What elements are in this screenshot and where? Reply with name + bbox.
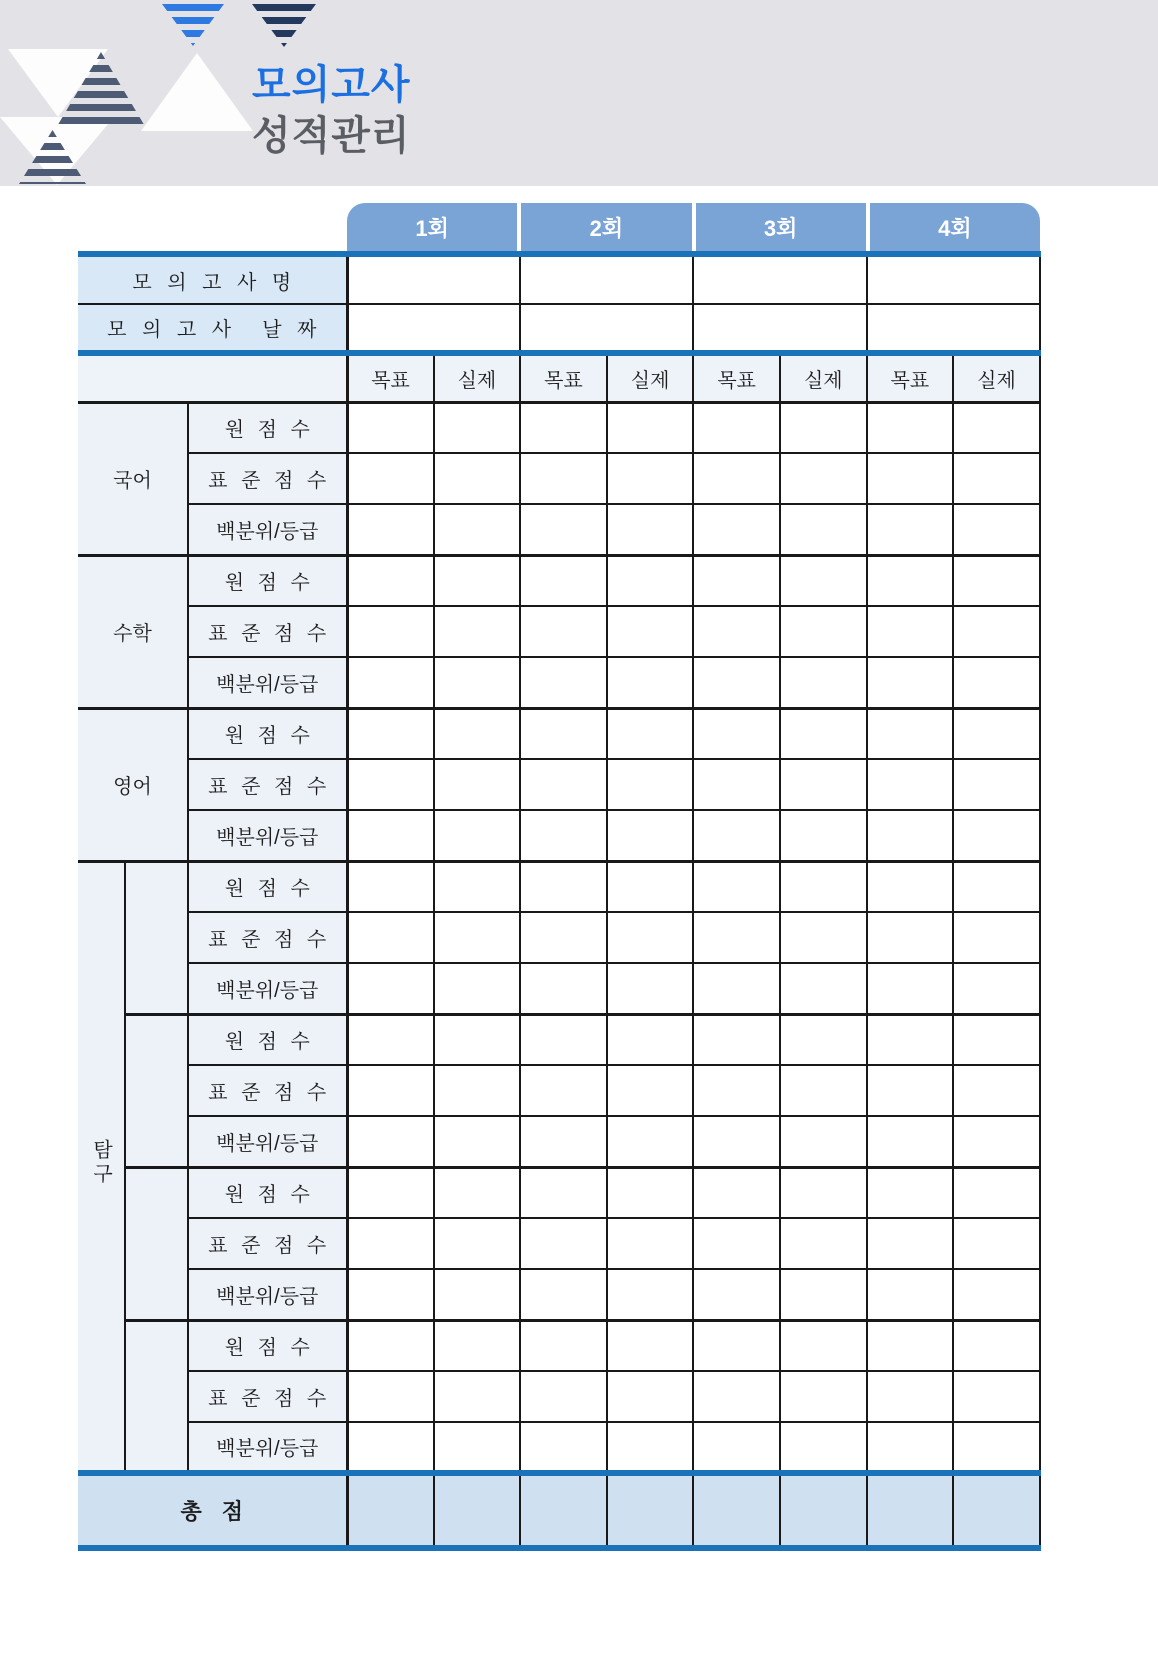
score-cell <box>693 912 780 963</box>
score-cell <box>607 453 694 504</box>
score-cell <box>780 963 867 1014</box>
score-cell <box>953 1269 1040 1320</box>
score-cell <box>867 912 954 963</box>
score-cell <box>693 963 780 1014</box>
score-cell <box>867 861 954 912</box>
score-cell <box>434 1014 521 1065</box>
page-title-line1: 모의고사 <box>252 63 411 107</box>
score-cell <box>520 504 607 555</box>
score-cell <box>693 810 780 861</box>
score-cell <box>607 555 694 606</box>
exam-name-label: 모 의 고 사 명 <box>78 254 347 304</box>
actual-header: 실제 <box>780 353 867 402</box>
score-cell <box>780 1218 867 1269</box>
score-cell <box>867 1218 954 1269</box>
score-cell <box>693 1371 780 1422</box>
exam-date-cell <box>693 304 866 353</box>
score-cell <box>780 861 867 912</box>
score-cell <box>520 1218 607 1269</box>
score-cell <box>693 1014 780 1065</box>
subject-label-math: 수학 <box>78 555 188 708</box>
round-tabs <box>347 203 1040 251</box>
inquiry-vertical-label: 탐구 <box>89 1139 112 1188</box>
score-cell <box>520 555 607 606</box>
score-cell <box>347 963 434 1014</box>
score-cell <box>520 912 607 963</box>
score-cell <box>953 1116 1040 1167</box>
score-cell <box>867 657 954 708</box>
score-table <box>78 251 1041 1551</box>
score-cell <box>867 759 954 810</box>
table-row <box>78 963 1040 1014</box>
page-title <box>252 60 411 162</box>
score-cell <box>953 861 1040 912</box>
score-cell <box>434 963 521 1014</box>
subheader-stub-cell <box>78 353 347 402</box>
score-cell <box>693 1422 780 1473</box>
score-cell <box>953 708 1040 759</box>
goal-header: 목표 <box>867 353 954 402</box>
score-cell <box>520 759 607 810</box>
score-cell <box>780 1269 867 1320</box>
score-cell <box>693 504 780 555</box>
score-cell <box>867 402 954 453</box>
score-cell <box>520 606 607 657</box>
score-cell <box>607 963 694 1014</box>
exam-name-cell <box>693 254 866 304</box>
score-cell <box>953 1167 1040 1218</box>
score-cell <box>867 1014 954 1065</box>
total-cell <box>867 1473 954 1548</box>
total-label: 총 점 <box>78 1473 347 1548</box>
score-cell <box>347 1065 434 1116</box>
score-cell <box>953 657 1040 708</box>
exam-date-row <box>78 304 1040 353</box>
score-cell <box>780 1320 867 1371</box>
score-cell <box>607 1167 694 1218</box>
score-cell <box>867 453 954 504</box>
metric-label-percentile-grade: 백분위/등급 <box>188 1116 347 1167</box>
score-cell <box>867 963 954 1014</box>
score-cell <box>520 963 607 1014</box>
table-row <box>78 1371 1040 1422</box>
score-cell <box>520 657 607 708</box>
score-cell <box>780 1371 867 1422</box>
score-cell <box>347 453 434 504</box>
score-cell <box>607 912 694 963</box>
score-cell <box>434 1269 521 1320</box>
score-cell <box>434 1116 521 1167</box>
metric-label-percentile-grade: 백분위/등급 <box>188 1269 347 1320</box>
score-cell <box>867 1422 954 1473</box>
inquiry-elective-name-cell <box>125 861 188 1014</box>
score-cell <box>693 861 780 912</box>
score-cell <box>607 1371 694 1422</box>
page-header-banner <box>0 0 1158 186</box>
score-cell <box>780 1167 867 1218</box>
score-cell <box>693 708 780 759</box>
score-cell <box>347 1167 434 1218</box>
score-cell <box>693 1320 780 1371</box>
score-cell <box>867 1167 954 1218</box>
score-cell <box>867 810 954 861</box>
score-cell <box>693 402 780 453</box>
score-cell <box>434 453 521 504</box>
score-cell <box>780 708 867 759</box>
striped-triangle-navy-icon <box>252 4 316 47</box>
score-cell <box>867 1116 954 1167</box>
score-cell <box>780 555 867 606</box>
actual-header: 실제 <box>953 353 1040 402</box>
score-cell <box>520 1371 607 1422</box>
score-cell <box>693 1269 780 1320</box>
goal-header: 목표 <box>520 353 607 402</box>
score-cell <box>607 861 694 912</box>
exam-name-row <box>78 254 1040 304</box>
score-cell <box>434 555 521 606</box>
metric-label-raw-score: 원 점 수 <box>188 1167 347 1218</box>
actual-header: 실제 <box>434 353 521 402</box>
total-cell <box>693 1473 780 1548</box>
score-cell <box>520 453 607 504</box>
subject-label-inquiry <box>78 861 125 1473</box>
metric-label-standard-score: 표 준 점 수 <box>188 1218 347 1269</box>
table-row <box>78 759 1040 810</box>
score-cell <box>693 453 780 504</box>
table-row <box>78 555 1040 606</box>
score-cell <box>953 963 1040 1014</box>
exam-date-cell <box>347 304 520 353</box>
score-cell <box>780 657 867 708</box>
exam-name-cell <box>347 254 520 304</box>
score-cell <box>347 759 434 810</box>
total-cell <box>434 1473 521 1548</box>
score-cell <box>953 555 1040 606</box>
score-cell <box>607 504 694 555</box>
score-cell <box>520 402 607 453</box>
score-cell <box>867 1371 954 1422</box>
score-cell <box>953 606 1040 657</box>
score-cell <box>434 1218 521 1269</box>
table-row <box>78 861 1040 912</box>
total-cell <box>347 1473 434 1548</box>
total-row <box>78 1473 1040 1548</box>
score-cell <box>347 708 434 759</box>
table-row <box>78 708 1040 759</box>
score-cell <box>434 1065 521 1116</box>
score-cell <box>693 759 780 810</box>
score-cell <box>434 1422 521 1473</box>
score-cell <box>347 1320 434 1371</box>
inquiry-elective-name-cell <box>125 1320 188 1473</box>
white-triangle-icon <box>141 53 253 131</box>
score-cell <box>347 1218 434 1269</box>
score-cell <box>434 708 521 759</box>
subject-label-korean: 국어 <box>78 402 188 555</box>
metric-label-percentile-grade: 백분위/등급 <box>188 657 347 708</box>
score-cell <box>434 606 521 657</box>
round-tab-2: 2회 <box>521 203 691 251</box>
score-cell <box>434 1320 521 1371</box>
score-cell <box>520 1422 607 1473</box>
actual-header: 실제 <box>607 353 694 402</box>
score-cell <box>953 504 1040 555</box>
score-cell <box>607 657 694 708</box>
score-cell <box>520 1320 607 1371</box>
score-cell <box>780 606 867 657</box>
score-cell <box>520 1167 607 1218</box>
exam-name-cell <box>520 254 693 304</box>
metric-label-standard-score: 표 준 점 수 <box>188 1371 347 1422</box>
score-cell <box>953 1014 1040 1065</box>
score-cell <box>607 1065 694 1116</box>
score-cell <box>867 1065 954 1116</box>
table-row <box>78 1269 1040 1320</box>
metric-label-standard-score: 표 준 점 수 <box>188 912 347 963</box>
score-cell <box>434 504 521 555</box>
table-row <box>78 1218 1040 1269</box>
table-row <box>78 1422 1040 1473</box>
score-cell <box>953 1065 1040 1116</box>
score-cell <box>607 1269 694 1320</box>
metric-label-raw-score: 원 점 수 <box>188 1014 347 1065</box>
metric-label-percentile-grade: 백분위/등급 <box>188 1422 347 1473</box>
score-cell <box>780 1065 867 1116</box>
table-row <box>78 912 1040 963</box>
score-cell <box>780 810 867 861</box>
metric-label-raw-score: 원 점 수 <box>188 402 347 453</box>
score-cell <box>693 1065 780 1116</box>
score-cell <box>434 912 521 963</box>
score-cell <box>347 402 434 453</box>
subheader-row <box>78 353 1040 402</box>
score-cell <box>780 402 867 453</box>
score-cell <box>607 402 694 453</box>
score-cell <box>434 861 521 912</box>
metric-label-raw-score: 원 점 수 <box>188 861 347 912</box>
metric-label-percentile-grade: 백분위/등급 <box>188 504 347 555</box>
score-cell <box>607 1218 694 1269</box>
score-cell <box>520 810 607 861</box>
score-cell <box>867 708 954 759</box>
goal-header: 목표 <box>693 353 780 402</box>
score-cell <box>953 1320 1040 1371</box>
score-cell <box>693 657 780 708</box>
score-cell <box>607 1422 694 1473</box>
score-cell <box>867 504 954 555</box>
score-cell <box>520 1269 607 1320</box>
score-cell <box>607 759 694 810</box>
table-row <box>78 402 1040 453</box>
metric-label-raw-score: 원 점 수 <box>188 708 347 759</box>
score-cell <box>693 1167 780 1218</box>
round-tab-4: 4회 <box>870 203 1040 251</box>
score-cell <box>347 657 434 708</box>
score-cell <box>780 1014 867 1065</box>
exam-date-cell <box>867 304 1040 353</box>
score-cell <box>953 810 1040 861</box>
score-cell <box>520 1116 607 1167</box>
score-cell <box>693 1116 780 1167</box>
metric-label-standard-score: 표 준 점 수 <box>188 453 347 504</box>
table-row <box>78 657 1040 708</box>
score-cell <box>607 1116 694 1167</box>
score-cell <box>953 402 1040 453</box>
table-row <box>78 1116 1040 1167</box>
round-tab-1: 1회 <box>347 203 517 251</box>
score-cell <box>434 1371 521 1422</box>
table-row <box>78 1014 1040 1065</box>
inquiry-elective-name-cell <box>125 1167 188 1320</box>
score-cell <box>347 912 434 963</box>
score-cell <box>347 1371 434 1422</box>
table-row <box>78 1065 1040 1116</box>
exam-name-cell <box>867 254 1040 304</box>
score-cell <box>434 810 521 861</box>
metric-label-standard-score: 표 준 점 수 <box>188 606 347 657</box>
score-cell <box>780 453 867 504</box>
metric-label-raw-score: 원 점 수 <box>188 555 347 606</box>
page-title-line2: 성적관리 <box>252 114 411 158</box>
score-cell <box>953 1422 1040 1473</box>
goal-header: 목표 <box>347 353 434 402</box>
total-cell <box>780 1473 867 1548</box>
round-tab-3: 3회 <box>696 203 866 251</box>
score-cell <box>780 504 867 555</box>
table-row <box>78 606 1040 657</box>
score-cell <box>953 1218 1040 1269</box>
table-row <box>78 1320 1040 1371</box>
score-cell <box>953 453 1040 504</box>
metric-label-raw-score: 원 점 수 <box>188 1320 347 1371</box>
score-cell <box>434 402 521 453</box>
score-cell <box>953 912 1040 963</box>
metric-label-percentile-grade: 백분위/등급 <box>188 810 347 861</box>
score-cell <box>607 1014 694 1065</box>
score-cell <box>434 657 521 708</box>
score-cell <box>347 1422 434 1473</box>
score-cell <box>347 810 434 861</box>
score-cell <box>347 606 434 657</box>
score-cell <box>867 1320 954 1371</box>
metric-label-percentile-grade: 백분위/등급 <box>188 963 347 1014</box>
score-cell <box>607 708 694 759</box>
score-cell <box>520 861 607 912</box>
table-row <box>78 1167 1040 1218</box>
score-cell <box>520 708 607 759</box>
table-row <box>78 504 1040 555</box>
score-cell <box>434 1167 521 1218</box>
striped-triangle-blue-icon <box>162 4 224 46</box>
score-cell <box>780 759 867 810</box>
score-cell <box>347 504 434 555</box>
table-row <box>78 810 1040 861</box>
score-cell <box>347 555 434 606</box>
total-cell <box>607 1473 694 1548</box>
score-cell <box>607 810 694 861</box>
metric-label-standard-score: 표 준 점 수 <box>188 759 347 810</box>
score-cell <box>867 555 954 606</box>
score-cell <box>693 1218 780 1269</box>
score-cell <box>520 1065 607 1116</box>
score-cell <box>780 1422 867 1473</box>
table-row <box>78 453 1040 504</box>
score-cell <box>520 1014 607 1065</box>
score-cell <box>867 606 954 657</box>
score-cell <box>693 606 780 657</box>
inquiry-elective-name-cell <box>125 1014 188 1167</box>
score-cell <box>953 759 1040 810</box>
score-cell <box>607 606 694 657</box>
score-cell <box>867 1269 954 1320</box>
score-cell <box>953 1371 1040 1422</box>
score-cell <box>347 1269 434 1320</box>
total-cell <box>520 1473 607 1548</box>
total-cell <box>953 1473 1040 1548</box>
exam-date-cell <box>520 304 693 353</box>
score-cell <box>607 1320 694 1371</box>
exam-date-label: 모 의 고 사 날 짜 <box>78 304 347 353</box>
subject-label-english: 영어 <box>78 708 188 861</box>
score-cell <box>780 1116 867 1167</box>
score-cell <box>693 555 780 606</box>
score-cell <box>347 861 434 912</box>
score-cell <box>434 759 521 810</box>
score-cell <box>780 912 867 963</box>
score-cell <box>347 1014 434 1065</box>
score-cell <box>347 1116 434 1167</box>
metric-label-standard-score: 표 준 점 수 <box>188 1065 347 1116</box>
